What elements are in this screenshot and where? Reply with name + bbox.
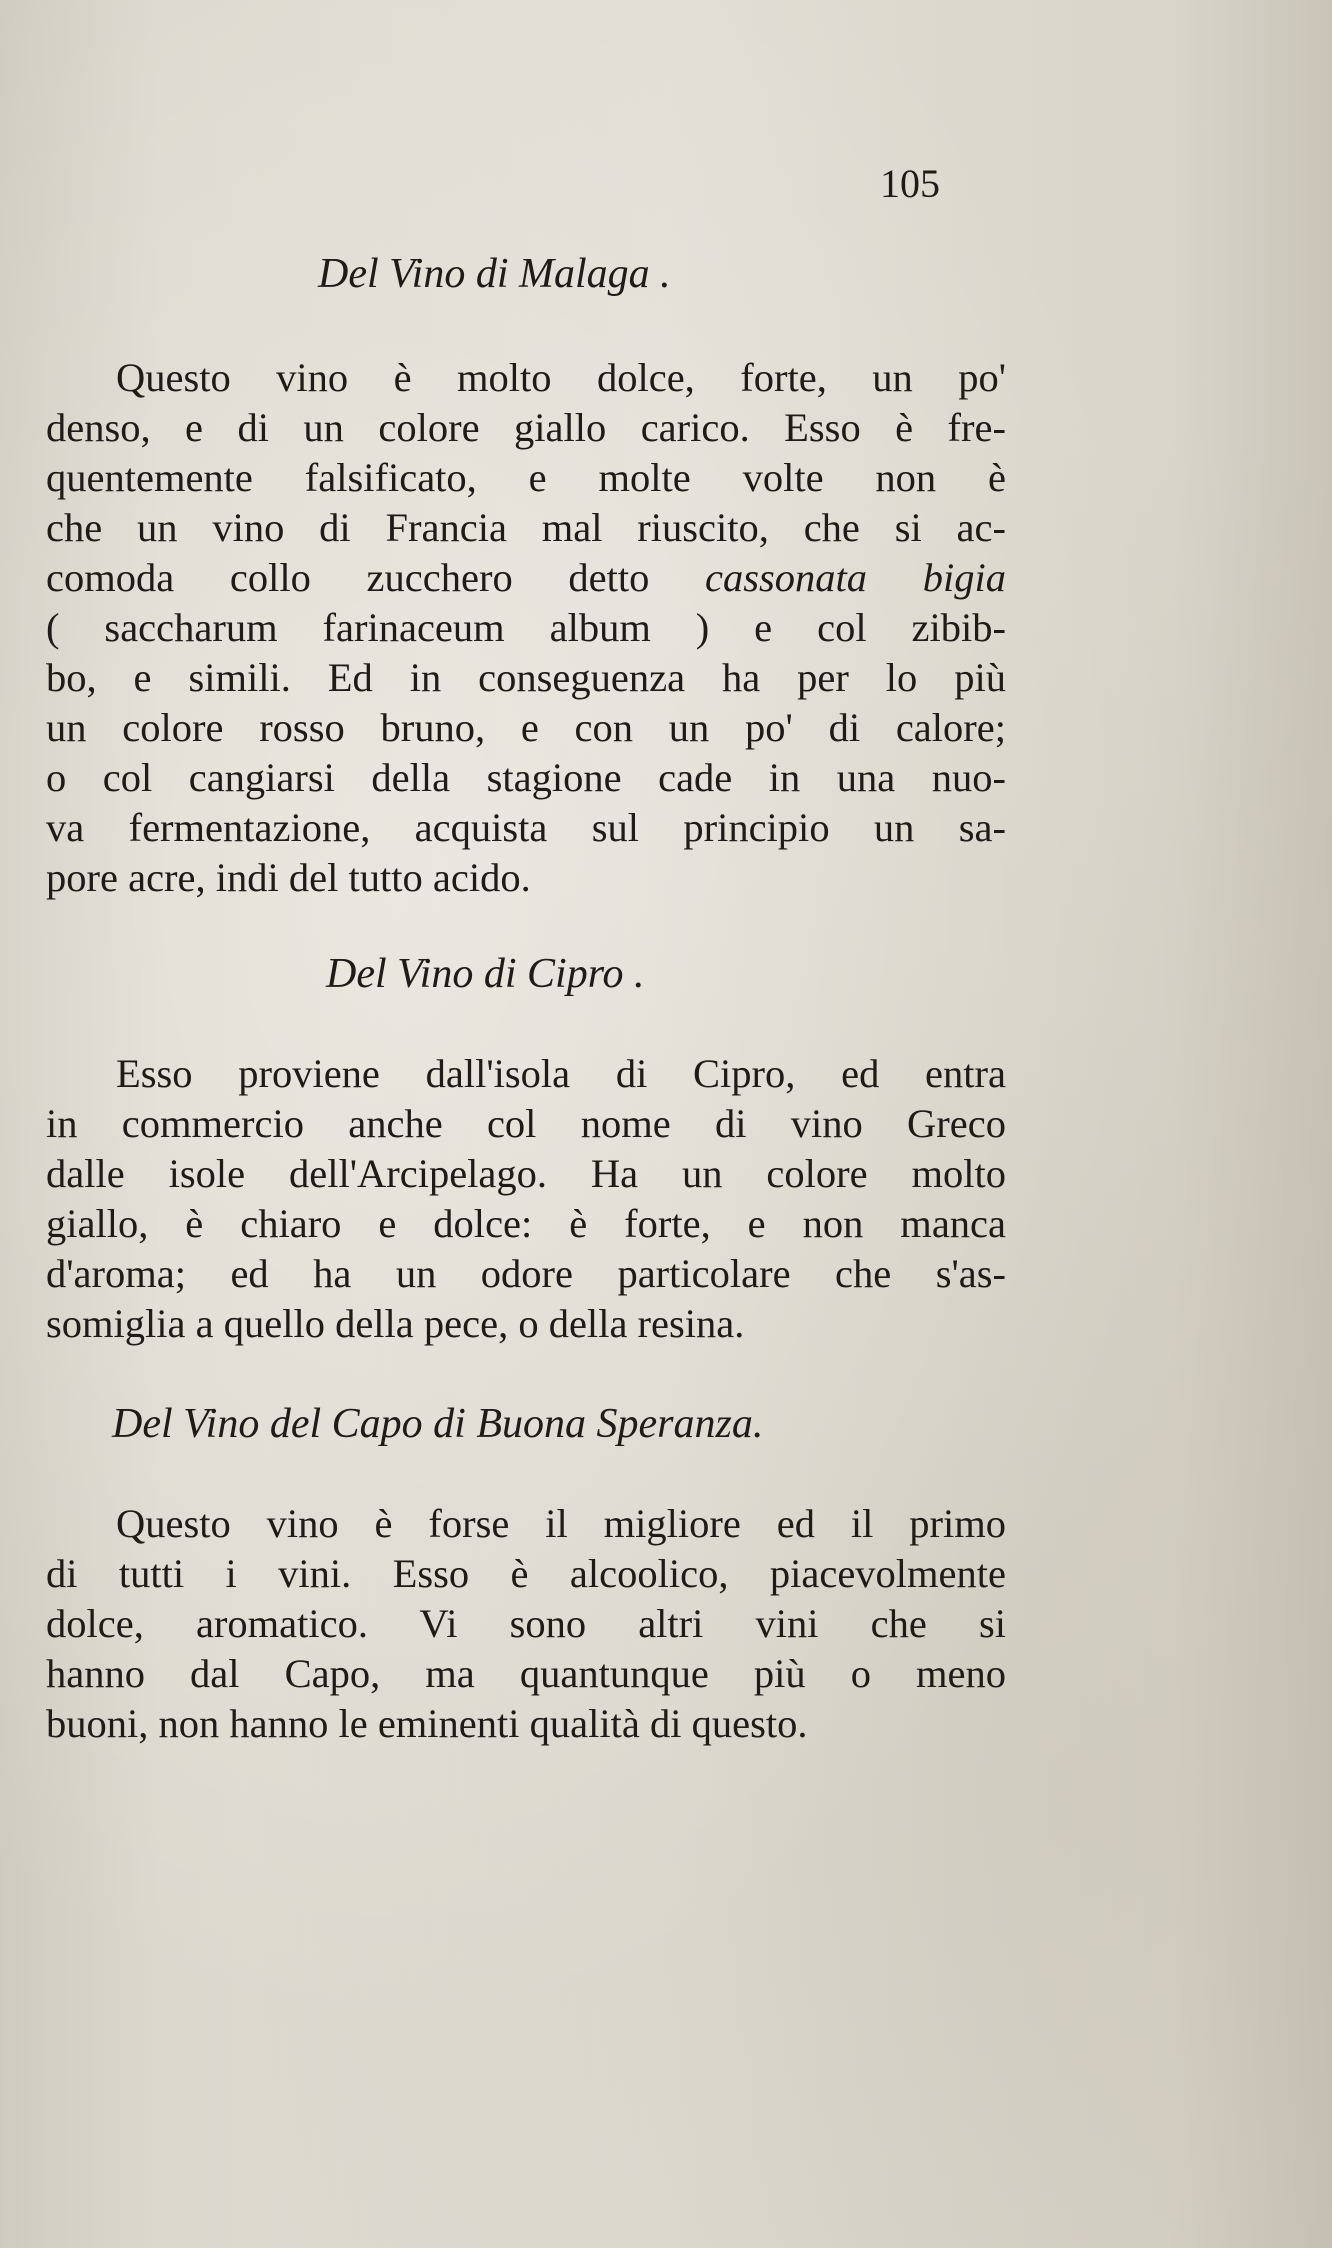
text-line: hanno dal Capo, ma quantunque più o meno: [46, 1651, 1006, 1696]
text-line: somiglia a quello della pece, o della resina.: [46, 1301, 745, 1346]
page-number: 105: [880, 161, 940, 206]
text-line: bo, e simili. Ed in conseguenza ha per lo più: [46, 655, 1006, 700]
text-line: quentemente falsificato, e molte volte non è: [46, 455, 1006, 500]
text-line: d'aroma; ed ha un odore particolare che s'as-: [46, 1251, 1006, 1296]
text-line: denso, e di un colore giallo carico. Esso è fre-: [46, 405, 1006, 450]
text-line: Esso proviene dall'isola di Cipro, ed entra: [116, 1051, 1006, 1096]
section-heading-malaga: Del Vino di Malaga .: [318, 251, 671, 297]
text-line: buoni, non hanno le eminenti qualità di questo.: [46, 1701, 808, 1746]
text-line: Questo vino è forse il migliore ed il primo: [116, 1501, 1006, 1546]
text-line: pore acre, indi del tutto acido.: [46, 855, 531, 900]
text-line: o col cangiarsi della stagione cade in una nuo-: [46, 755, 1006, 800]
text-line: dalle isole dell'Arcipelago. Ha un colore molto: [46, 1151, 1006, 1196]
paragraph-malaga: [46, 353, 1006, 903]
text-line: ( saccharum farinaceum album ) e col zibib-: [46, 605, 1006, 650]
text-line: dolce, aromatico. Vi sono altri vini che si: [46, 1601, 1006, 1646]
text-line: va fermentazione, acquista sul principio un sa-: [46, 805, 1006, 850]
text-line: che un vino di Francia mal riuscito, che si ac-: [46, 505, 1006, 550]
text-line: di tutti i vini. Esso è alcoolico, piacevolmente: [46, 1551, 1006, 1596]
text-line: in commercio anche col nome di vino Greco: [46, 1101, 1006, 1146]
text-line: comoda collo zucchero detto cassonata bigia: [46, 555, 1006, 600]
paragraph-cipro: [46, 1049, 1006, 1349]
section-heading-capo: Del Vino del Capo di Buona Speranza.: [112, 1401, 764, 1447]
text-line: giallo, è chiaro e dolce: è forte, e non manca: [46, 1201, 1006, 1246]
paragraph-capo: [46, 1499, 1006, 1749]
text-line: un colore rosso bruno, e con un po' di calore;: [46, 705, 1006, 750]
text-line: Questo vino è molto dolce, forte, un po': [116, 355, 1006, 400]
section-heading-cipro: Del Vino di Cipro .: [326, 951, 645, 997]
